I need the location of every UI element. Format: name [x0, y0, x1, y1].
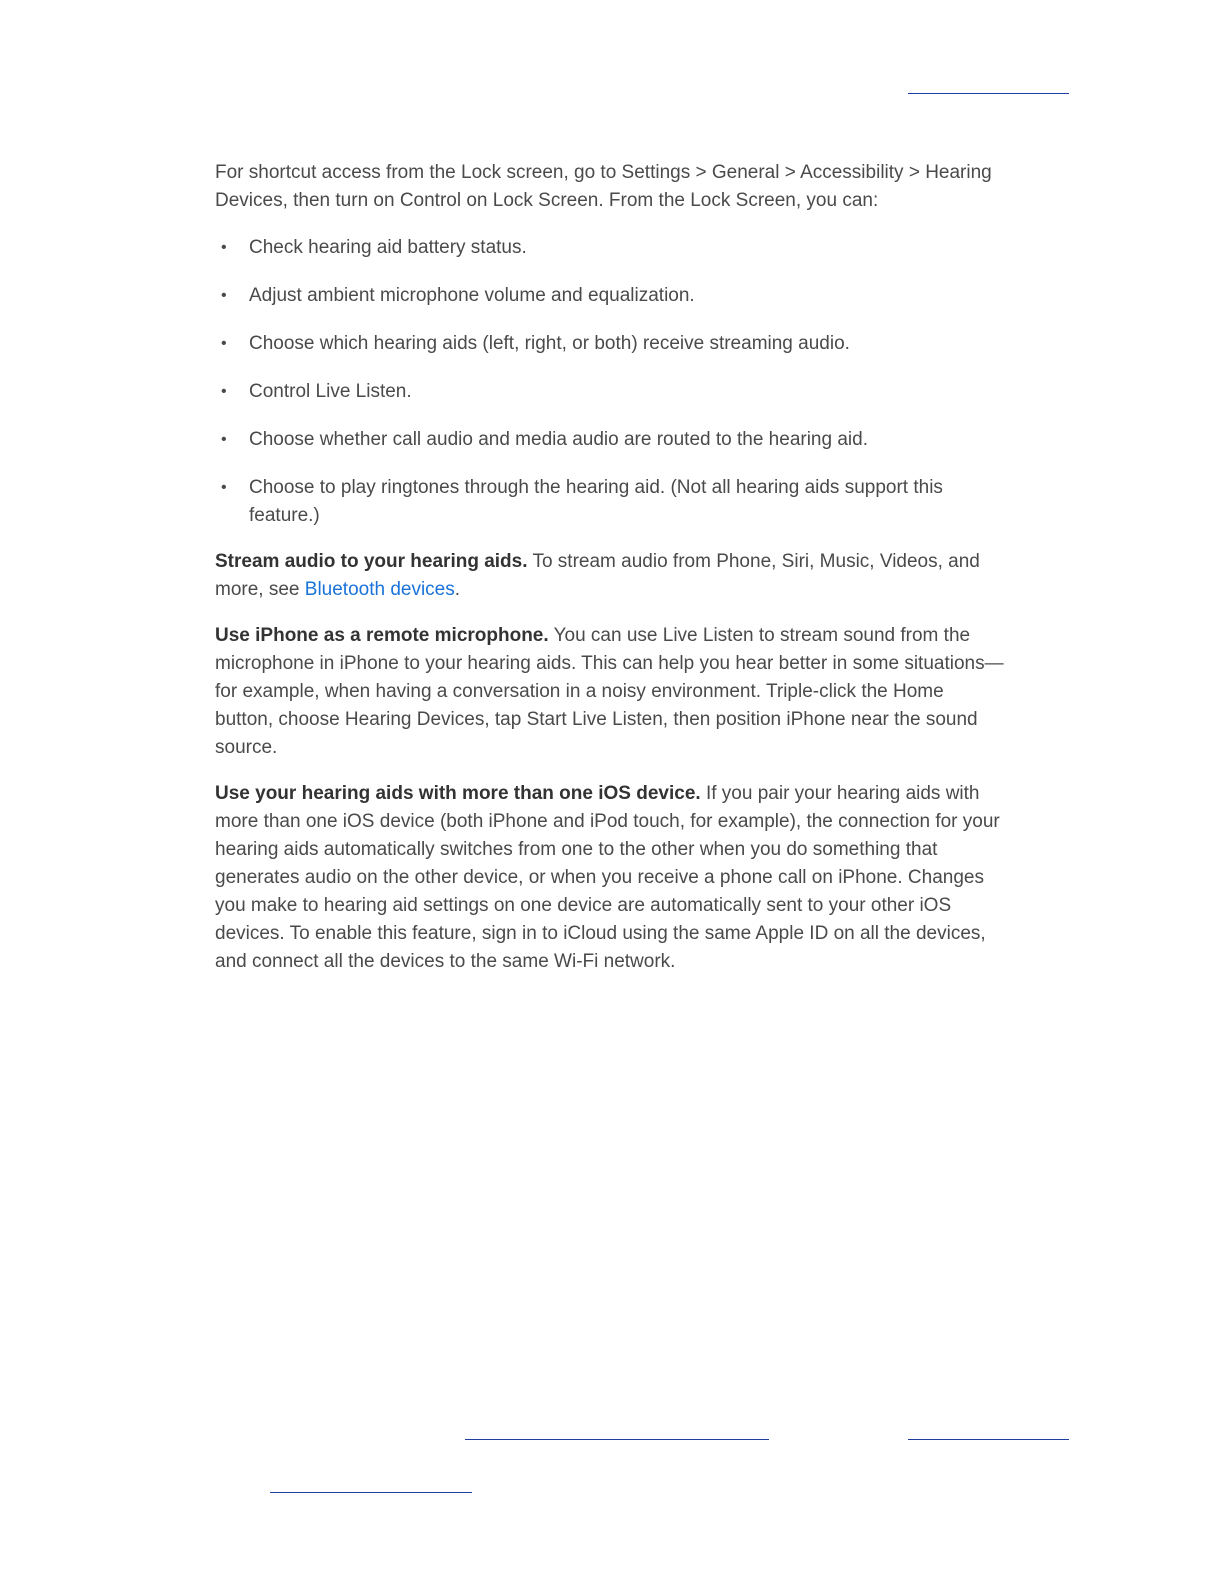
list-item-text: Adjust ambient microphone volume and equalization.	[249, 285, 695, 306]
list-item-text: Choose whether call audio and media audio are routed to the hearing aid.	[249, 429, 868, 450]
stream-audio-paragraph	[215, 548, 1005, 604]
bullet-icon: •	[221, 287, 227, 304]
header-link-underline	[908, 93, 1069, 94]
multi-device-heading: Use your hearing aids with more than one iOS device.	[215, 783, 701, 804]
list-item-text: Check hearing aid battery status.	[249, 237, 527, 258]
multi-device-text: If you pair your hearing aids with more than one iOS device (both iPhone and iPod touch, for example), the connection for your hearing aids automatically switches from one to the other when you do something that generates audio on the other device, or when you receive a phone call on iPhone. Changes you make to hearing aid settings on one device are automatically sent to your other iOS devices. To enable this feature, sign in to iCloud using the same Apple ID on all the devices, and connect all the devices to the same Wi-Fi network.	[215, 783, 1000, 972]
footer-link-underline-right	[908, 1439, 1069, 1440]
stream-audio-end: .	[454, 579, 461, 600]
footer-link-underline-left	[270, 1492, 472, 1493]
list-item	[215, 474, 1005, 530]
remote-microphone-heading: Use iPhone as a remote microphone.	[215, 625, 549, 646]
bullet-icon: •	[221, 239, 227, 256]
bluetooth-devices-link[interactable]: Bluetooth devices	[304, 579, 455, 600]
bullet-icon: •	[221, 479, 227, 496]
list-item-text: Choose to play ringtones through the hearing aid. (Not all hearing aids support this feature.)	[249, 477, 943, 526]
list-item	[215, 426, 1005, 454]
list-item-text: Control Live Listen.	[249, 381, 412, 402]
stream-audio-text: To stream audio from Phone, Siri, Music, Videos, and more, see	[215, 551, 980, 600]
document-body	[215, 159, 1005, 994]
list-item	[215, 378, 1005, 406]
bullet-icon: •	[221, 335, 227, 352]
intro-paragraph: For shortcut access from the Lock screen, go to Settings > General > Accessibility > Hearing Devices, then turn on Control on Lock Screen. From the Lock Screen, you can:	[215, 162, 992, 211]
list-item	[215, 234, 1005, 262]
footer-link-underline-center	[465, 1439, 769, 1440]
multi-device-paragraph	[215, 780, 1005, 976]
bullet-icon: •	[221, 383, 227, 400]
list-item-text: Choose which hearing aids (left, right, or both) receive streaming audio.	[249, 333, 850, 354]
list-item	[215, 282, 1005, 310]
bullet-icon: •	[221, 431, 227, 448]
remote-microphone-text: You can use Live Listen to stream sound from the microphone in iPhone to your hearing aids. This can help you hear better in some situations—for example, when having a conversation in a noisy environment. Triple-click the Home button, choose Hearing Devices, tap Start Live Listen, then position iPhone near the sound source.	[215, 625, 1004, 758]
feature-list	[215, 234, 1005, 530]
list-item	[215, 330, 1005, 358]
stream-audio-heading: Stream audio to your hearing aids.	[215, 551, 528, 572]
remote-microphone-paragraph	[215, 622, 1005, 762]
